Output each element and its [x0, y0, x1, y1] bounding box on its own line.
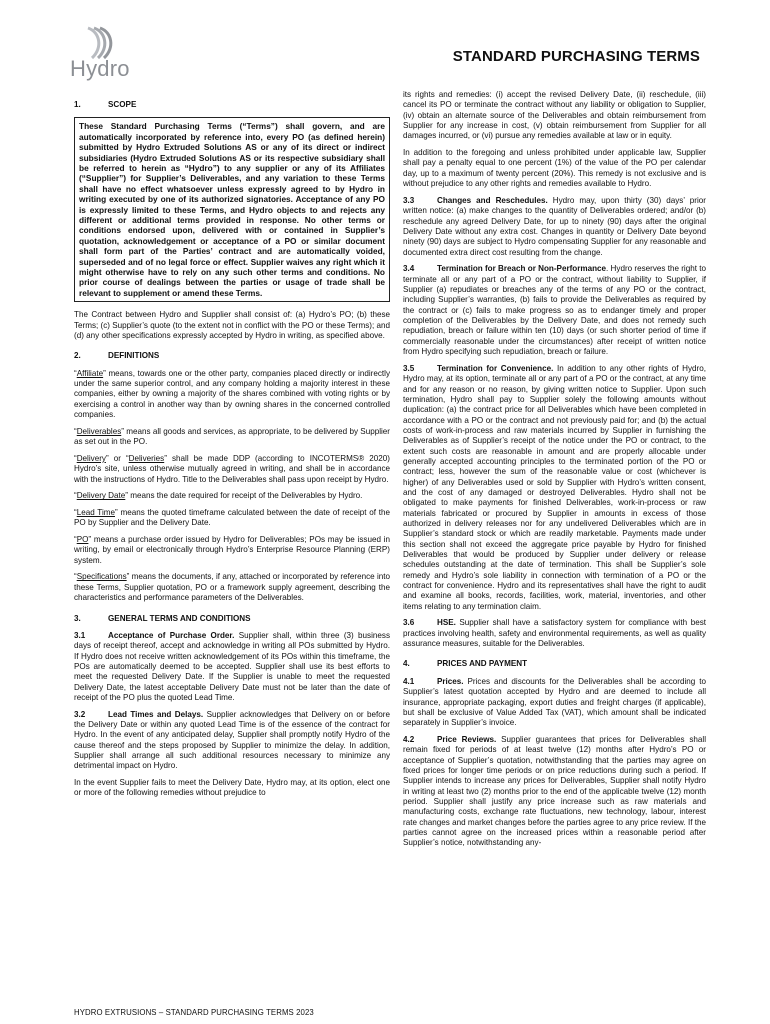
definition-connector: or “	[108, 453, 129, 463]
clause-title: Acceptance of Purchase Order.	[108, 630, 235, 640]
clause-text: Supplier guarantees that prices for Deliverables shall remain fixed for periods of at least twelve (12) months after Hydro’s PO or acceptance of Supplier’s quotation, notwithstanding that the parties may agree on fixed prices for longer time periods or on price reductions during such a period. If Supplier intends to increase any prices for Deliverables, Supplier shall notify Hydro in writing at least two (2) months prior to the end of the applicable twelve (12) month period. Supplier shall justify any price increase such as raw materials and manufacturing costs, exchange rate fluctuations, new technology, labour, interest rate changes and market changes before the parties agree to any price review. If the parties cannot agree on the increased prices within a reasonable period after Supplier’s notice, notwithstanding any-	[403, 734, 706, 848]
clause-number: 3.3	[403, 195, 415, 205]
definition-text: means a purchase order issued by Hydro for Deliverables; POs may be issued in writing, by email or electronically through Hydro’s Enterprise Resource Planning (ERP) system.	[74, 535, 390, 565]
clause-text: Supplier shall have a satisfactory system for compliance with best practices involving health, safety and environmental requirements, as well as quality assurance measures, suitable for the Deliverables.	[403, 618, 706, 649]
definition-delivery: “Delivery” or “Deliveries” shall be made DDP (according to INCOTERMS® 2020) Hydro’s site, unless otherwise mutually agreed in writing, and shall be in accordance with the instructions of Hydro. Title to the Deliverables shall pass upon receipt by Hydro.	[74, 453, 390, 484]
clause-title: Changes and Reschedules.	[437, 195, 548, 205]
clause-3-2	[74, 710, 390, 772]
remedies-paragraph: its rights and remedies: (i) accept the revised Delivery Date, (ii) reschedule, (iii) cancel its PO or terminate the contract without any liability or obligation to Supplier, (iv) obtain an alternate source of the Deliverables and obtain reimbursement from Supplier for any increase in cost, (v) obtain reimbursement from Supplier for all damages incurred, or (vi) pursue any remedies available at law or in equity.	[403, 90, 706, 141]
clause-number: 3.6	[403, 618, 415, 628]
definition-text: means the documents, if any, attached or incorporated by reference into these Terms, Supplier quotation, PO or a framework supply agreement, describing the characteristics and performance parameters of the Deliverables.	[74, 572, 390, 603]
defined-term: Specifications	[76, 572, 127, 582]
document-title: STANDARD PURCHASING TERMS	[452, 48, 700, 65]
clause-3-3	[403, 196, 706, 258]
defined-term: Delivery Date	[76, 491, 126, 501]
contract-paragraph: The Contract between Hydro and Supplier shall consist of: (a) Hydro’s PO; (b) these Terms; (c) Supplier’s quote (to the extent not in conflict with the PO or these Terms); and (d) any other specifications expressly accepted by Hydro in writing, as specified above.	[74, 310, 390, 340]
section-heading	[74, 100, 390, 110]
clause-text: Supplier acknowledges that Delivery on or before the Delivery Date or within any quoted Lead Time is of the essence of the contract for Hydro. In the event of any anticipated delay, Supplier shall promptly notify Hydro of the cause thereof and the steps proposed by Supplier to minimize the delay. In addition, Supplier shall arrange all such additional resources necessary to minimize any detrimental impact on Hydro.	[74, 709, 390, 771]
logo-wordmark: Hydro	[70, 56, 130, 81]
definition-affiliate: “Affiliate” means, towards one or the other party, companies placed directly or indirectly under the same superior control, and any company holding a majority interest in these companies, either by owning a majority of the shares combined with voting rights or by exercising a control in another way than by owning shares in the concerned controlled companies.	[74, 368, 390, 419]
definition-lead-time: “Lead Time” means the quoted timeframe calculated between the date of receipt of the PO by Supplier and the Delivery Date.	[74, 507, 391, 528]
hydro-logo-icon	[70, 26, 130, 60]
clause-title: Prices.	[437, 676, 464, 686]
page-footer: HYDRO EXTRUSIONS – STANDARD PURCHASING TERMS 2023	[74, 1008, 314, 1017]
clause-4-2	[403, 735, 706, 849]
right-column	[403, 90, 706, 855]
section-title: SCOPE	[108, 100, 137, 109]
definition-text: means, towards one or the other party, companies placed directly or indirectly under the same superior control, and any company holding a majority interest in these companies, either by owning a majority of the shares combined with voting rights or by exercising a control in another way than by owning shares in the concerned controlled companies.	[74, 368, 390, 419]
section-number: 1.	[74, 100, 81, 109]
definition-delivery-date: “Delivery Date” means the date required for receipt of the Deliverables by Hydro.	[74, 491, 363, 501]
defined-term: Delivery	[76, 453, 106, 463]
clause-3-6	[403, 618, 706, 649]
defined-term: PO	[76, 535, 89, 545]
clause-title: Termination for Convenience.	[437, 363, 554, 373]
clause-number: 3.5	[403, 363, 415, 373]
clause-3-1	[74, 631, 390, 703]
clause-text: . Hydro reserves the right to terminate all or any part of a PO or the contract, without liability to Supplier, if Supplier (a) repudiates or breaches any of the terms of any PO or the contract, including Supplier’s warranties, (b) fails to provide the Deliverables as required by the contract or (c) fails to make progress so as to endanger timely and proper completion of the Deliverables by the Delivery Date, and does not remedy such repudiation, breach or failure within ten (10) days (or such shorter period of time if commercially reasonable under the circumstances) after receipt of written notice from Hydro specifying such repudiation, breach or failure.	[403, 264, 706, 357]
section-heading	[74, 614, 390, 624]
clause-3-4	[403, 264, 706, 357]
definition-text: shall be made DDP (according to INCOTERMS® 2020) Hydro’s site, unless otherwise mutually agreed in writing, and shall be in accordance with the instructions of Hydro. Title to the Deliverables shall pass upon receipt by Hydro.	[74, 453, 390, 484]
defined-term: Deliveries	[128, 453, 165, 463]
defined-term: Lead Time	[76, 507, 115, 517]
section-number: 2.	[74, 351, 81, 361]
clause-number: 3.2	[74, 709, 86, 719]
definition-text: means the quoted timeframe calculated between the date of receipt of the PO by Supplier and the Delivery Date.	[74, 507, 391, 528]
clause-text: Prices and discounts for the Deliverables shall be according to Supplier’s latest quotation accepted by Hydro and are deemed to include all insurance, appropriate packaging, export duties and freight charges (if applicable), but shall be exclusive of Value Added Tax (VAT), which amount shall be indicated separately in Supplier’s invoice.	[403, 676, 706, 728]
clause-4-1	[403, 677, 706, 729]
clause-number: 4.2	[403, 734, 415, 744]
section-title: DEFINITIONS	[108, 351, 160, 361]
clause-text: Hydro may, upon thirty (30) days’ prior written notice: (a) make changes to the quantity of Deliverables ordered; and/or (b) reschedule any agreed Delivery Date, for up to ninety (90) days after the original Delivery Date without any extra cost. Changes in quantity or Delivery Date beyond ninety (90) days are subject to Hydro compensating Supplier for any reasonable and documented extra direct cost resulting from the change.	[403, 195, 706, 257]
definition-deliverables: “Deliverables” means all goods and services, as appropriate, to be delivered by Supplier as set out in the PO.	[74, 426, 390, 447]
clause-title: Termination for Breach or Non-Performance	[437, 264, 607, 274]
penalty-paragraph: In addition to the foregoing and unless prohibited under applicable law, Supplier shall pay a penalty equal to one percent (1%) of the value of the PO per calendar day, up to a maximum of twenty percent (20%). This remedy is not exclusive and is without prejudice to any other rights and remedies available to Hydro.	[403, 148, 706, 189]
clause-title: HSE.	[437, 618, 456, 628]
clause-number: 3.4	[403, 264, 415, 274]
hydro-logo	[70, 26, 130, 84]
clause-number: 4.1	[403, 676, 415, 686]
definition-po: “PO” means a purchase order issued by Hydro for Deliverables; POs may be issued in writing, by email or electronically through Hydro’s Enterprise Resource Planning (ERP) system.	[74, 535, 390, 565]
left-column	[74, 90, 390, 805]
clause-text: Supplier shall, within three (3) business days of receipt thereof, accept and acknowledge in writing all POs submitted by Hydro. If Hydro does not receive written acknowledgement of its POs within this timeframe, the POs are automatically deemed to be accepted. Supplier shall use its best efforts to meet the requested Delivery Date. If the Supplier is unable to meet the requested Delivery Date, the latest acceptable Delivery Date must not be later than the date of receipt of the PO plus the quoted Lead Time.	[74, 630, 391, 702]
clause-number: 3.1	[74, 630, 86, 640]
clause-3-5	[403, 364, 706, 612]
definition-text: means all goods and services, as appropriate, to be delivered by Supplier as set out in the PO.	[74, 426, 390, 447]
clause-title: Price Reviews.	[437, 734, 497, 744]
section-title: GENERAL TERMS AND CONDITIONS	[108, 613, 251, 623]
definition-text: means the date required for receipt of the Deliverables by Hydro.	[128, 491, 363, 501]
clause-text: In addition to any other rights of Hydro, Hydro may, at its option, terminate all or any part of a PO or the contract, at any time and for any reason or no reason, by giving written notice to Supplier. Upon such termination, Hydro shall pay to Supplier solely the following amounts without duplication: (a) the contract price for all Deliverables which have been completed in accordance with a PO or the contract and not previously paid for; and (b) the actual costs of work-in-process and raw materials incurred by Supplier in furnishing the Deliverables as of Supplier’s receipt of the notice under the PO or contract, to the extent such costs are reasonable in amount and are properly allocable under generally accepted accounting principles to the terminated portion of the PO or contract; less, however the sum of the reasonable value or cost (whichever is higher) of any Deliverables used or sold by Supplier with Hydro’s written consent, and the cost of any damaged or destroyed Deliverables. Hydro shall not be obligated to make payments for finished Deliverables, work-in-process or raw materials fabricated or procured by Supplier in amounts in excess of those authorized in delivery releases nor for any undelivered Deliverables which are in Supplier’s standard stock or which are readily marketable. Payments made under this section shall not exceed the aggregate price payable by Hydro for finished Deliverables that would be produced by Supplier under delivery or release schedules outstanding at the date of termination. This shall be Supplier’s sole remedy and Hydro’s sole liability in connection with termination of a PO or the contract for convenience. Hydro and its representatives shall have the right to audit and examine all books, records, facilities, work, material, inventories, and other items relating to any termination claim.	[403, 363, 706, 611]
clause-3-2-continued: In the event Supplier fails to meet the Delivery Date, Hydro may, at its option, elect one or more of the following remedies without prejudice to	[74, 778, 390, 798]
definition-specifications: “Specifications” means the documents, if any, attached or incorporated by reference into these Terms, Supplier quotation, PO or a framework supply agreement, describing the characteristics and performance parameters of the Deliverables.	[74, 572, 390, 603]
clause-title: Lead Times and Delays.	[108, 709, 204, 719]
section-heading	[74, 351, 390, 361]
section-heading	[403, 659, 706, 669]
defined-term: Affiliate	[76, 368, 104, 378]
scope-box: These Standard Purchasing Terms (“Terms”) shall govern, and are automatically incorporated by reference into, every PO (as defined herein) submitted by Hydro Extruded Solutions AS or any of its direct or indirect subsidiaries (Hydro Extruded Solutions AS or its respective subsidiary shall be referred to herein as “Hydro”) to any supplier or any of its Affiliates (“Supplier”) for Supplier’s Deliverables, and any variation to these Terms shall have no effect whatsoever unless expressly agreed to by Hydro in writing executed by one of its authorized signatories. Acceptance of any PO is expressly limited to these Terms, and Hydro objects to and rejects any different or additional terms provided in response. No other terms or conditions endorsed upon, delivered with or contained in Supplier’s quotation, acknowledgement or acceptance of a PO or similar document shall form part of the Parties’ contract and are automatically voided, superseded and of no legal force or effect. Supplier waives any right which it might otherwise have to rely on any such other terms and conditions. No prior course of dealings between the parties or usage of trade shall be relevant to supplement or amend these Terms.	[74, 117, 390, 302]
section-title: PRICES AND PAYMENT	[437, 659, 528, 669]
section-number: 3.	[74, 613, 81, 623]
defined-term: Deliverables	[76, 426, 122, 436]
section-number: 4.	[403, 659, 410, 669]
